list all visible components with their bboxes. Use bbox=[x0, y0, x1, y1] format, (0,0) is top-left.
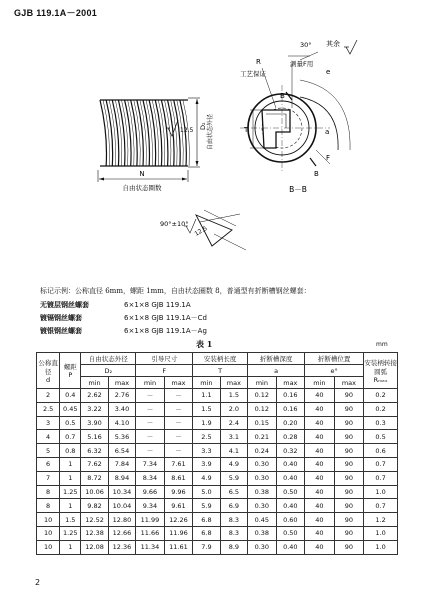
table-cell: 1 bbox=[60, 471, 81, 485]
table-cell: 7.9 bbox=[193, 540, 220, 554]
table-cell: 40 bbox=[305, 457, 335, 471]
table-cell: 90 bbox=[334, 430, 364, 444]
marking-example bbox=[40, 284, 311, 337]
header-max: max bbox=[334, 377, 364, 389]
table-cell: 12.36 bbox=[108, 540, 135, 554]
table-cell: － bbox=[136, 389, 165, 403]
table-cell: 1 bbox=[60, 457, 81, 471]
header-max: max bbox=[220, 377, 247, 389]
table-row bbox=[37, 416, 398, 430]
table-cell: 1.0 bbox=[364, 526, 398, 540]
table-cell: 90 bbox=[334, 485, 364, 499]
table-row bbox=[37, 471, 398, 485]
marking-intro: 标记示例：公称直径 6mm，螺距 1mm，自由状态圈数 8，普通型有折断槽钢丝螺套： bbox=[40, 287, 311, 295]
label-ra: 12.5 bbox=[180, 127, 194, 134]
table-cell: 90 bbox=[334, 499, 364, 513]
label-rest: 其余 bbox=[326, 40, 340, 48]
table-cell: － bbox=[164, 389, 193, 403]
table-cell: 0.6 bbox=[364, 444, 398, 458]
header-t: 安装柄长度 bbox=[193, 353, 248, 365]
table-cell: 90 bbox=[334, 444, 364, 458]
table-cell: － bbox=[136, 430, 165, 444]
header-nominal-symbol: d bbox=[46, 375, 51, 384]
label-tang: 工艺保证 bbox=[240, 70, 266, 78]
table-cell: 5.16 bbox=[81, 430, 108, 444]
label-angle30: 30° bbox=[300, 41, 312, 49]
table-cell: 90 bbox=[334, 513, 364, 527]
table-cell: 90 bbox=[334, 540, 364, 554]
coil-line bbox=[100, 100, 106, 166]
table-cell: 1.1 bbox=[193, 389, 220, 403]
table-cell: 2 bbox=[37, 389, 60, 403]
table-cell: 10 bbox=[37, 526, 60, 540]
table-cell: 40 bbox=[305, 389, 335, 403]
table-cell: 0.40 bbox=[276, 471, 305, 485]
marking-item bbox=[40, 324, 311, 337]
table-cell: － bbox=[164, 444, 193, 458]
table-cell: － bbox=[136, 402, 165, 416]
table-cell: 6.9 bbox=[220, 499, 247, 513]
table-cell: 0.5 bbox=[364, 430, 398, 444]
table-cell: 0.8 bbox=[60, 444, 81, 458]
table-cell: 40 bbox=[305, 402, 335, 416]
table-cell: － bbox=[164, 430, 193, 444]
table-cell: 0.50 bbox=[276, 485, 305, 499]
label-d2: D₂ bbox=[199, 122, 207, 130]
table-cell: 6.8 bbox=[193, 526, 220, 540]
table-cell: 0.30 bbox=[248, 499, 277, 513]
header-e-symbol: e° bbox=[305, 365, 364, 377]
table-cell: 1 bbox=[60, 499, 81, 513]
table-cell: 1.0 bbox=[364, 540, 398, 554]
table-cell: 0.12 bbox=[248, 389, 277, 403]
table-cell: 7.62 bbox=[81, 457, 108, 471]
table-cell: 1.0 bbox=[364, 485, 398, 499]
table-cell: 4.9 bbox=[193, 471, 220, 485]
table-cell: 7.61 bbox=[164, 457, 193, 471]
table-cell: 11.34 bbox=[136, 540, 165, 554]
header-nominal-label: 公称直径 bbox=[38, 358, 58, 376]
table-cell: 6.5 bbox=[220, 485, 247, 499]
table-cell: 11.99 bbox=[136, 513, 165, 527]
table-cell: 9.66 bbox=[136, 485, 165, 499]
table-cell: 3.1 bbox=[220, 430, 247, 444]
table-cell: 8 bbox=[37, 485, 60, 499]
table-cell: 1.25 bbox=[60, 526, 81, 540]
table-cell: 0.40 bbox=[276, 540, 305, 554]
surface-finish-symbol bbox=[344, 40, 357, 54]
table-row bbox=[37, 485, 398, 499]
header-a-symbol: a bbox=[248, 365, 305, 377]
table-cell: 40 bbox=[305, 444, 335, 458]
page-number: 2 bbox=[35, 578, 41, 587]
header-f-symbol: F bbox=[136, 365, 193, 377]
table-cell: 4 bbox=[37, 430, 60, 444]
table-cell: 8 bbox=[37, 499, 60, 513]
table-cell: 90 bbox=[334, 402, 364, 416]
table-cell: 5.0 bbox=[193, 485, 220, 499]
table-cell: 3.40 bbox=[108, 402, 135, 416]
table-cell: 0.40 bbox=[276, 457, 305, 471]
table-cell: 90 bbox=[334, 457, 364, 471]
marking-item-value: 6×1×8 GJB 119.1A bbox=[124, 300, 191, 309]
label-ra2: 12.5 bbox=[193, 224, 209, 238]
table-cell: 3.22 bbox=[81, 402, 108, 416]
header-pitch bbox=[60, 353, 81, 389]
table-cell: 90 bbox=[334, 416, 364, 430]
table-cell: 0.60 bbox=[276, 513, 305, 527]
table-cell: 8.72 bbox=[81, 471, 108, 485]
marking-item-label: 镀镉钢丝螺套 bbox=[40, 312, 82, 322]
table-cell: 9.61 bbox=[164, 499, 193, 513]
table-cell: 2.0 bbox=[220, 402, 247, 416]
header-pitch-label: 螺距 bbox=[63, 363, 77, 371]
table-cell: 6.32 bbox=[81, 444, 108, 458]
table-cell: 0.50 bbox=[276, 526, 305, 540]
table-cell: 5 bbox=[37, 444, 60, 458]
label-n: N bbox=[139, 170, 145, 178]
table-cell: 8.3 bbox=[220, 513, 247, 527]
table-cell: 40 bbox=[305, 513, 335, 527]
label-r: R bbox=[256, 58, 261, 66]
table-cell: 8.9 bbox=[220, 540, 247, 554]
table-cell: 0.15 bbox=[248, 416, 277, 430]
table-cell: 10.06 bbox=[81, 485, 108, 499]
header-max: max bbox=[108, 377, 135, 389]
section-detail bbox=[184, 210, 246, 250]
table-row bbox=[37, 389, 398, 403]
table-cell: 10.04 bbox=[108, 499, 135, 513]
table-cell: 0.20 bbox=[276, 416, 305, 430]
table-cell: 0.7 bbox=[364, 457, 398, 471]
table-cell: 12.52 bbox=[81, 513, 108, 527]
table-cell: 6.8 bbox=[193, 513, 220, 527]
table-cell: 90 bbox=[334, 471, 364, 485]
table-cell: 0.24 bbox=[248, 444, 277, 458]
table-cell: 40 bbox=[305, 485, 335, 499]
table-cell: 12.80 bbox=[108, 513, 135, 527]
table-cell: 8.94 bbox=[108, 471, 135, 485]
marking-item bbox=[40, 311, 311, 324]
table-cell: 9.82 bbox=[81, 499, 108, 513]
marking-item-label: 镀银钢丝螺套 bbox=[40, 325, 82, 335]
header-f: 引导尺寸 bbox=[136, 353, 193, 365]
header-r-label: 安装柄转接圆弧 bbox=[364, 358, 397, 376]
table-cell: 40 bbox=[305, 540, 335, 554]
table-cell: 12.38 bbox=[81, 526, 108, 540]
table-cell: 4.10 bbox=[108, 416, 135, 430]
table-cell: 1.5 bbox=[193, 402, 220, 416]
table-cell: 0.30 bbox=[248, 540, 277, 554]
table-cell: 12.08 bbox=[81, 540, 108, 554]
header-d2-symbol: D₂ bbox=[81, 365, 136, 377]
marking-item-label: 无镀层钢丝螺套 bbox=[40, 299, 89, 309]
header-r bbox=[364, 353, 398, 389]
table-row bbox=[37, 513, 398, 527]
table-cell: 0.38 bbox=[248, 526, 277, 540]
header-t-symbol: T bbox=[193, 365, 248, 377]
table-cell: 0.45 bbox=[60, 402, 81, 416]
wire-thread-insert-side-view bbox=[98, 98, 200, 182]
table-row bbox=[37, 526, 398, 540]
table-cell: 90 bbox=[334, 389, 364, 403]
header-min: min bbox=[136, 377, 165, 389]
table-cell: 40 bbox=[305, 430, 335, 444]
table-cell: 0.2 bbox=[364, 389, 398, 403]
table-cell: 3.90 bbox=[81, 416, 108, 430]
header-a: 折断槽深度 bbox=[248, 353, 305, 365]
table-cell: 10.34 bbox=[108, 485, 135, 499]
table-cell: 4.1 bbox=[220, 444, 247, 458]
table-cell: 90 bbox=[334, 526, 364, 540]
table-cell: 8.34 bbox=[136, 471, 165, 485]
table-cell: 0.21 bbox=[248, 430, 277, 444]
table-cell: － bbox=[136, 444, 165, 458]
table-cell: 5.36 bbox=[108, 430, 135, 444]
marking-item bbox=[40, 298, 311, 311]
header-d2: 自由状态外径 bbox=[81, 353, 136, 365]
header-min: min bbox=[248, 377, 277, 389]
table-cell: 0.30 bbox=[248, 471, 277, 485]
table-cell: 7.84 bbox=[108, 457, 135, 471]
label-a: a bbox=[325, 128, 330, 136]
table-cell: 1.9 bbox=[193, 416, 220, 430]
table-cell: 1.5 bbox=[220, 389, 247, 403]
table-cell: 2.76 bbox=[108, 389, 135, 403]
table-cell: 9.34 bbox=[136, 499, 165, 513]
table-cell: 1.25 bbox=[60, 485, 81, 499]
table-title: 表 1 bbox=[196, 339, 213, 349]
label-free-coils: 自由状态圈数 bbox=[122, 184, 162, 192]
table-cell: 0.30 bbox=[248, 457, 277, 471]
table-cell: － bbox=[164, 416, 193, 430]
table-cell: 3.9 bbox=[193, 457, 220, 471]
label-f: F bbox=[326, 154, 331, 162]
table-cell: 40 bbox=[305, 499, 335, 513]
marking-item-value: 6×1×8 GJB 119.1A－Ag bbox=[124, 326, 207, 335]
table-cell: 8.3 bbox=[220, 526, 247, 540]
header-nominal bbox=[37, 353, 60, 389]
label-t: T bbox=[244, 126, 249, 134]
header-pitch-symbol: P bbox=[68, 371, 73, 379]
table-cell: 12.66 bbox=[108, 526, 135, 540]
table-cell: 1 bbox=[60, 540, 81, 554]
table-cell: 0.32 bbox=[276, 444, 305, 458]
table-cell: 3 bbox=[37, 416, 60, 430]
table-cell: 2.5 bbox=[193, 430, 220, 444]
table-cell: 2.5 bbox=[37, 402, 60, 416]
table-cell: 8.61 bbox=[164, 471, 193, 485]
table-cell: 0.7 bbox=[60, 430, 81, 444]
label-d2-desc: 自由状态外径 bbox=[207, 113, 214, 150]
header-min: min bbox=[81, 377, 108, 389]
table-cell: 40 bbox=[305, 471, 335, 485]
marking-item-value: 6×1×8 GJB 119.1A－Cd bbox=[124, 313, 207, 322]
table-cell: 2.62 bbox=[81, 389, 108, 403]
table-cell: 0.5 bbox=[60, 416, 81, 430]
table-cell: 0.7 bbox=[364, 499, 398, 513]
table-cell: 0.12 bbox=[248, 402, 277, 416]
table-cell: 5.9 bbox=[220, 471, 247, 485]
table-cell: 11.96 bbox=[164, 526, 193, 540]
table-cell: － bbox=[136, 416, 165, 430]
table-cell: 10 bbox=[37, 513, 60, 527]
table-cell: 9.96 bbox=[164, 485, 193, 499]
table-cell: 40 bbox=[305, 526, 335, 540]
table-cell: 0.38 bbox=[248, 485, 277, 499]
dimension-table bbox=[36, 352, 398, 555]
table-row bbox=[37, 540, 398, 554]
table-unit: mm bbox=[376, 341, 388, 348]
header-min: min bbox=[193, 377, 220, 389]
table-cell: 5.9 bbox=[193, 499, 220, 513]
table-cell: 11.66 bbox=[136, 526, 165, 540]
table-cell: 12.26 bbox=[164, 513, 193, 527]
header-min: min bbox=[305, 377, 335, 389]
table-cell: 0.4 bbox=[60, 389, 81, 403]
table-cell: 6.54 bbox=[108, 444, 135, 458]
table-cell: 0.40 bbox=[276, 499, 305, 513]
header-e: 折断槽位置 bbox=[305, 353, 364, 365]
table-row bbox=[37, 499, 398, 513]
table-cell: 0.2 bbox=[364, 402, 398, 416]
label-b-top: B bbox=[280, 92, 285, 100]
table-cell: 7.34 bbox=[136, 457, 165, 471]
table-cell: 0.45 bbox=[248, 513, 277, 527]
table-cell: 1.5 bbox=[60, 513, 81, 527]
label-angle90: 90°±10° bbox=[160, 220, 189, 228]
technical-drawing bbox=[0, 0, 425, 280]
table-cell: 0.7 bbox=[364, 471, 398, 485]
table-cell: 0.16 bbox=[276, 402, 305, 416]
table-cell: 4.9 bbox=[220, 457, 247, 471]
label-e: e bbox=[326, 68, 331, 76]
table-cell: 11.61 bbox=[164, 540, 193, 554]
table-cell: 0.28 bbox=[276, 430, 305, 444]
header-max: max bbox=[276, 377, 305, 389]
table-cell: 6 bbox=[37, 457, 60, 471]
table-cell: 10 bbox=[37, 540, 60, 554]
standard-code: GJB 119.1A－2001 bbox=[14, 8, 98, 18]
table-row bbox=[37, 430, 398, 444]
label-b-bottom: B bbox=[314, 170, 319, 178]
header-r-symbol: Rₘₐₓ bbox=[373, 375, 388, 384]
label-bevel: 测量F用 bbox=[290, 60, 314, 68]
table-row bbox=[37, 444, 398, 458]
table-row bbox=[37, 402, 398, 416]
table-cell: 7 bbox=[37, 471, 60, 485]
table-cell: 0.16 bbox=[276, 389, 305, 403]
label-section: B－B bbox=[289, 185, 307, 194]
table-cell: 40 bbox=[305, 416, 335, 430]
table-cell: 3.3 bbox=[193, 444, 220, 458]
table-cell: 0.3 bbox=[364, 416, 398, 430]
table-row bbox=[37, 457, 398, 471]
header-max: max bbox=[164, 377, 193, 389]
table-cell: 2.4 bbox=[220, 416, 247, 430]
table-cell: 1.2 bbox=[364, 513, 398, 527]
table-cell: － bbox=[164, 402, 193, 416]
